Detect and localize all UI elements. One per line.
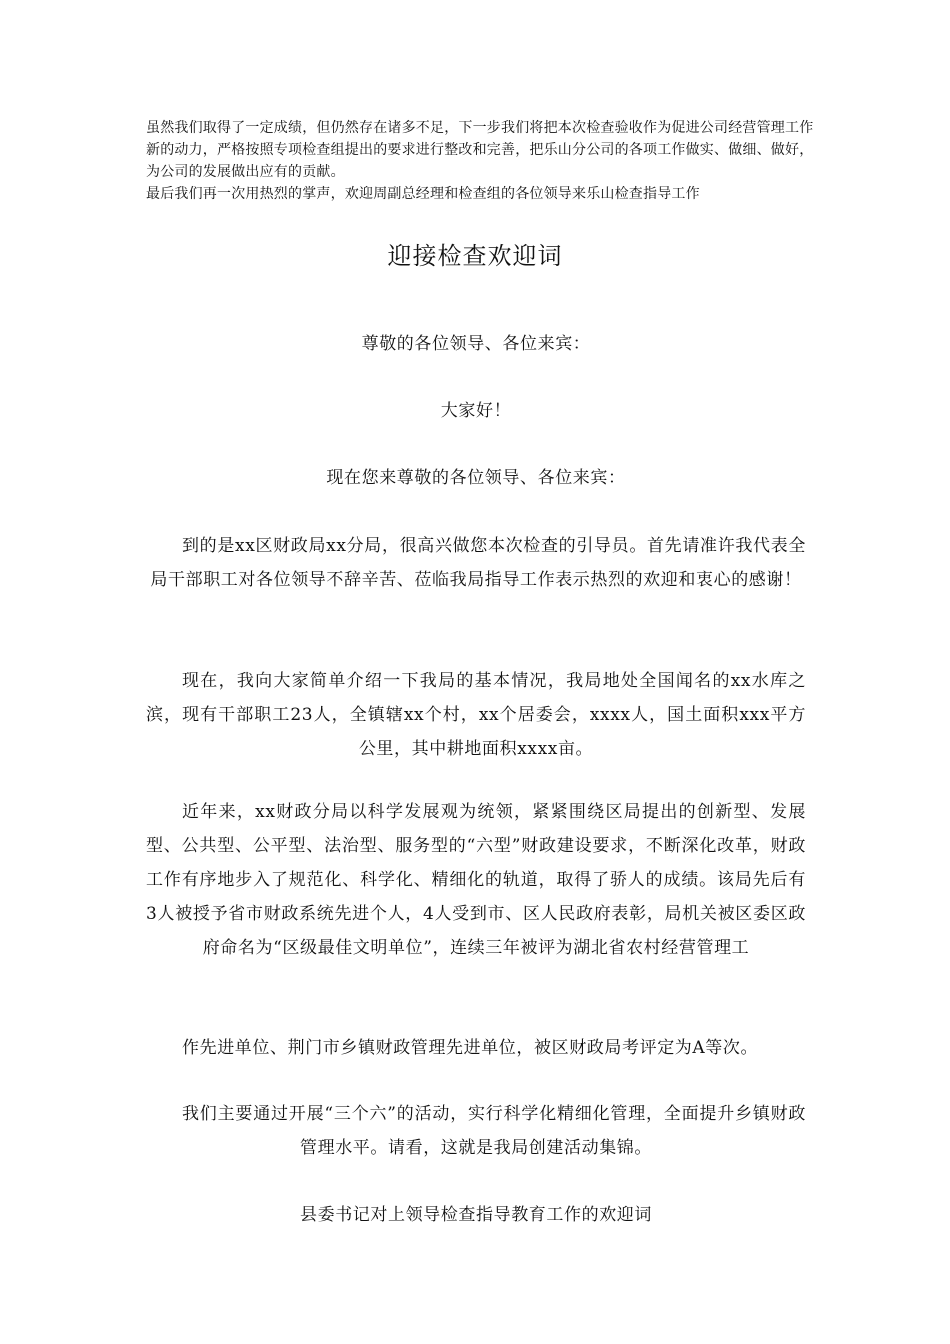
intro-closing-line: 最后我们再一次用热烈的掌声，欢迎周副总经理和检查组的各位领导来乐山检查指导工作 bbox=[146, 186, 700, 202]
greeting: 大家好！ bbox=[440, 401, 512, 421]
intro-paragraph: 虽然我们取得了一定成绩，但仍然存在诸多不足，下一步我们将把本次检查验收作为促进公司经营管理工作新的动力，严格按照专项检查组提出的要求进行整改和完善，把乐山分公司的各项工作做实、做细、做好，为公司的发展做出应有的贡献。 bbox=[146, 120, 814, 180]
closing-title: 县委书记对上领导检查指导教育工作的欢迎词 bbox=[300, 1205, 652, 1225]
body-paragraph-1: 到的是xx区财政局xx分局，很高兴做您本次检查的引导员。首先请准许我代表全局干部职工对各位领导不辞辛苦、莅临我局指导工作表示热烈的欢迎和衷心的感谢！ bbox=[150, 536, 806, 590]
body-paragraph-4: 作先进单位、荆门市乡镇财政管理先进单位，被区财政局考评定为A等次。 bbox=[182, 1038, 759, 1058]
intro-section bbox=[146, 117, 816, 205]
body-paragraph-3: 近年来，xx财政分局以科学发展观为统领，紧紧围绕区局提出的创新型、发展型、公共型、公平型、法治型、服务型的“六型”财政建设要求，不断深化改革，财政工作有序地步入了规范化、科学化、精细化的轨道，取得了骄人的成绩。该局先后有3人被授予省市财政系统先进个人，4人受到市、区人民政府表彰，局机关被区委区政府命名为“区级最佳文明单位”，连续三年被评为湖北省农村经营管理工 bbox=[146, 802, 806, 958]
document-title: 迎接检查欢迎词 bbox=[387, 242, 563, 270]
body-paragraph-2: 现在，我向大家简单介绍一下我局的基本情况，我局地处全国闻名的xx水库之滨，现有干部职工23人，全镇辖xx个村，xx个居委会，xxxx人，国土面积xxx平方公里，其中耕地面积xxxx亩。 bbox=[146, 671, 806, 759]
body-paragraph-5: 我们主要通过开展“三个六”的活动，实行科学化精细化管理，全面提升乡镇财政管理水平。请看，这就是我局创建活动集锦。 bbox=[182, 1104, 806, 1158]
salutation: 尊敬的各位领导、各位来宾： bbox=[361, 334, 591, 354]
address-line: 现在您来尊敬的各位领导、各位来宾： bbox=[326, 468, 626, 488]
